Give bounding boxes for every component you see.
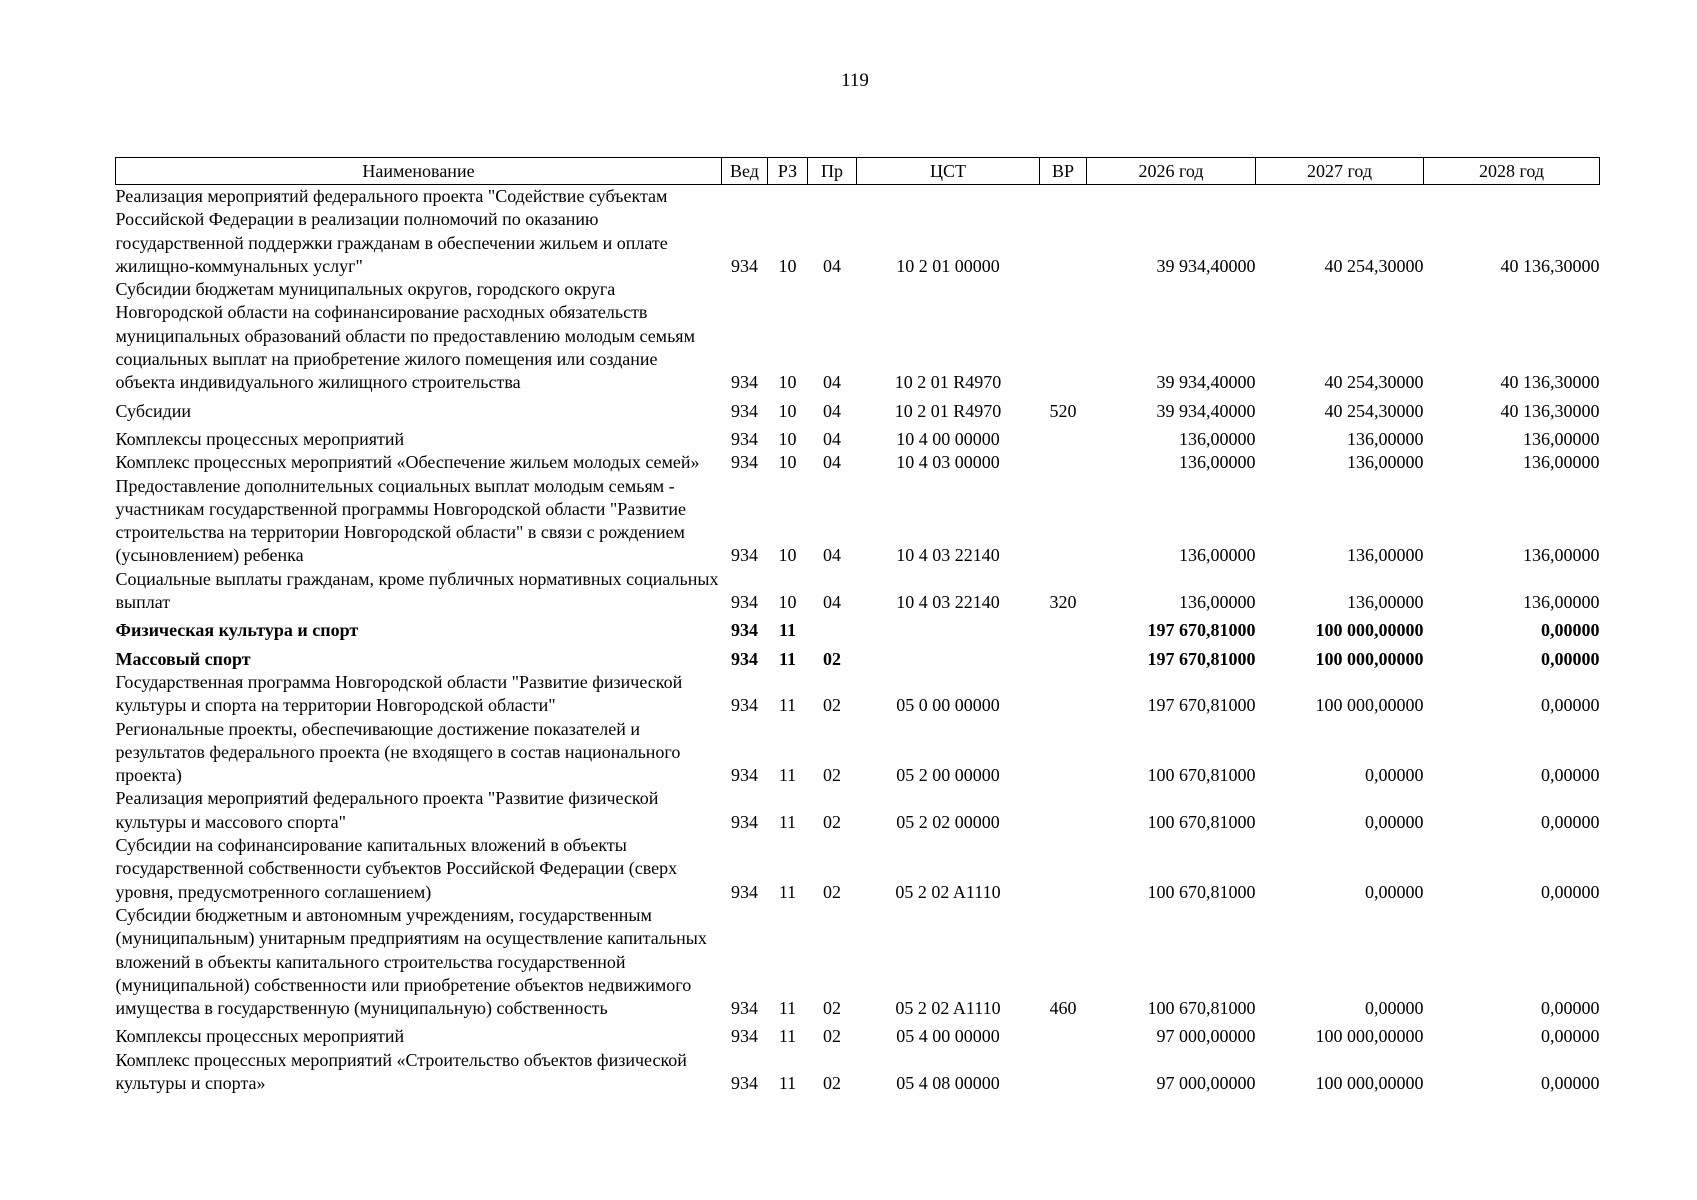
cell-2027: 100 000,00000: [1315, 1072, 1424, 1093]
cell-vr: [1040, 475, 1087, 568]
table-row: [116, 643, 1600, 671]
cell-ved: 934: [731, 765, 758, 786]
cell-2026: 39 934,40000: [1156, 400, 1256, 421]
cell-ved: 934: [731, 1026, 758, 1047]
cell-pr: 04: [823, 255, 841, 276]
cell-vr: [1040, 1049, 1087, 1096]
cell-2028: 40 136,30000: [1500, 255, 1600, 276]
cell-2027: 136,00000: [1347, 592, 1424, 613]
cell-2026: 100 670,81000: [1147, 881, 1256, 902]
cell-2026: 100 670,81000: [1147, 811, 1256, 832]
cell-ved: 934: [731, 695, 758, 716]
cell-2028: 136,00000: [1523, 592, 1600, 613]
cell-name: Региональные проекты, обеспечивающие достижение показателей и результатов федерального проекта (не входящего в состав национального проекта): [115, 718, 681, 786]
cell-2027: 136,00000: [1347, 452, 1424, 473]
cell-vr: [1040, 1020, 1087, 1048]
header-pr: Пр: [808, 158, 857, 185]
cell-2026: 136,00000: [1179, 545, 1256, 566]
cell-name: Субсидии бюджетным и автономным учреждениям, государственным (муниципальным) унитарным предприятиям на осуществление капитальных вложений в объекты капитального строительства государственной (муниципальной) собственности или приобретение объектов недвижимого имущества в государственную (муниципальную) собственность: [115, 904, 707, 1019]
cell-rz: 11: [778, 1026, 797, 1047]
cell-vr: [1040, 787, 1087, 834]
cell-pr: 02: [823, 695, 841, 716]
cell-name: Предоставление дополнительных социальных выплат молодым семьям - участникам государственной программы Новгородской области "Развитие строительства на территории Новгородской области" в связи с рождением (усыновлением) ребенка: [115, 475, 686, 566]
cell-name: Субсидии: [115, 400, 192, 421]
cell-vr: 320: [1049, 592, 1077, 613]
table-row: [116, 904, 1600, 1020]
cell-ved: 934: [731, 1072, 758, 1093]
cell-ved: 934: [731, 592, 758, 613]
cell-ved: 934: [731, 428, 758, 449]
cell-rz: 11: [778, 695, 797, 716]
cell-2026: 136,00000: [1179, 452, 1256, 473]
cell-pr: 04: [823, 545, 841, 566]
cell-2027: 40 254,30000: [1324, 372, 1424, 393]
cell-2028: 40 136,30000: [1500, 372, 1600, 393]
cell-pr: 02: [823, 811, 841, 832]
cell-ved: 934: [731, 881, 758, 902]
cell-2028: 136,00000: [1523, 545, 1600, 566]
cell-rz: 11: [778, 881, 797, 902]
cell-name: Государственная программа Новгородской области "Развитие физической культуры и спорта на территории Новгородской области": [115, 671, 683, 716]
cell-2027: 100 000,00000: [1315, 695, 1424, 716]
cell-name: Реализация мероприятий федерального проекта "Содействие субъектам Российской Федерации в реализации полномочий по оказанию государственной поддержки гражданам в обеспечении жильем и оплате жилищно-коммунальных услуг": [115, 186, 668, 276]
table-row: [116, 1049, 1600, 1096]
header-2028: 2028 год: [1424, 158, 1600, 185]
cell-name: Социальные выплаты гражданам, кроме публичных нормативных социальных выплат: [115, 568, 719, 613]
cell-2028: 0,00000: [1541, 881, 1600, 902]
cell-vr: [1040, 718, 1087, 788]
header-rz: РЗ: [768, 158, 808, 185]
table-header-row: [116, 158, 1600, 185]
cell-name: Субсидии бюджетам муниципальных округов, городского округа Новгородской области на софинансирование расходных обязательств муниципальных образований области по предоставлению молодым семьям социальных выплат на приобретение жилого помещения или создание объекта индивидуального жилищного строительства: [115, 279, 695, 393]
cell-cst: 05 2 00 00000: [896, 765, 1000, 786]
cell-name: Субсидии на софинансирование капитальных вложений в объекты государственной собственности субъектов Российской Федерации (сверх уровня, предусмотренного соглашением): [115, 835, 678, 902]
cell-2028: 0,00000: [1541, 695, 1600, 716]
cell-cst: 10 2 01 R4970: [894, 372, 1002, 393]
cell-cst: 05 0 00 00000: [896, 695, 1000, 716]
cell-pr: 04: [823, 428, 841, 449]
header-name: Наименование: [116, 158, 722, 185]
cell-cst: 05 4 08 00000: [896, 1072, 1000, 1093]
cell-vr: [1040, 614, 1087, 642]
cell-pr: 02: [823, 1026, 841, 1047]
cell-2027: 100 000,00000: [1315, 620, 1424, 641]
cell-2026: 39 934,40000: [1156, 372, 1256, 393]
cell-cst: 10 2 01 R4970: [894, 400, 1002, 421]
cell-rz: 10: [778, 452, 797, 473]
cell-rz: 10: [778, 372, 797, 393]
cell-2027: 0,00000: [1365, 881, 1424, 902]
cell-2028: 0,00000: [1541, 811, 1600, 832]
cell-ved: 934: [731, 255, 758, 276]
cell-pr: 04: [823, 452, 841, 473]
cell-2026: 97 000,00000: [1156, 1026, 1256, 1047]
table-row: [116, 614, 1600, 642]
cell-2028: 0,00000: [1541, 648, 1600, 669]
cell-pr: [808, 614, 857, 642]
table-row: [116, 834, 1600, 904]
cell-pr: 02: [823, 1072, 841, 1093]
cell-2027: 100 000,00000: [1315, 1026, 1424, 1047]
cell-rz: 11: [778, 765, 797, 786]
cell-ved: 934: [731, 452, 758, 473]
cell-ved: 934: [731, 620, 758, 641]
table-row: [116, 568, 1600, 615]
cell-2028: 0,00000: [1541, 1072, 1600, 1093]
header-2027: 2027 год: [1256, 158, 1424, 185]
cell-2028: 0,00000: [1541, 620, 1600, 641]
table-row: [116, 475, 1600, 568]
cell-rz: 11: [778, 620, 796, 641]
cell-vr: [1040, 643, 1087, 671]
cell-pr: 02: [823, 765, 841, 786]
cell-2028: 0,00000: [1541, 1026, 1600, 1047]
cell-vr: [1040, 671, 1087, 718]
cell-2026: 197 670,81000: [1147, 648, 1256, 669]
cell-2027: 40 254,30000: [1324, 255, 1424, 276]
cell-2027: 136,00000: [1347, 428, 1424, 449]
cell-pr: 04: [823, 400, 841, 421]
cell-rz: 11: [778, 1072, 797, 1093]
cell-ved: 934: [731, 400, 758, 421]
cell-vr: [1040, 451, 1087, 474]
cell-vr: 460: [1049, 998, 1077, 1019]
cell-ved: 934: [731, 648, 758, 669]
cell-ved: 934: [731, 372, 758, 393]
table-row: [116, 671, 1600, 718]
cell-pr: 04: [823, 592, 841, 613]
cell-2027: 40 254,30000: [1324, 400, 1424, 421]
cell-cst: [857, 643, 1040, 671]
cell-cst: 10 2 01 00000: [896, 255, 1000, 276]
cell-cst: 10 4 03 22140: [896, 545, 1000, 566]
cell-2027: 0,00000: [1365, 811, 1424, 832]
cell-2028: 136,00000: [1523, 428, 1600, 449]
cell-cst: 10 4 03 22140: [896, 592, 1000, 613]
table-row: [116, 1020, 1600, 1048]
header-cst: ЦСТ: [857, 158, 1040, 185]
header-ved: Вед: [722, 158, 768, 185]
cell-2026: 39 934,40000: [1156, 255, 1256, 276]
cell-cst: 10 4 00 00000: [896, 428, 1000, 449]
cell-name: Массовый спорт: [115, 648, 251, 669]
header-vr: ВР: [1040, 158, 1087, 185]
cell-vr: [1040, 185, 1087, 279]
cell-name: Комплексы процессных мероприятий: [115, 428, 405, 449]
cell-pr: 02: [823, 998, 841, 1019]
cell-name: Физическая культура и спорт: [115, 620, 359, 641]
cell-name: Комплекс процессных мероприятий «Строительство объектов физической культуры и спорта»: [115, 1049, 687, 1093]
cell-rz: 10: [778, 545, 797, 566]
table-body: [116, 185, 1600, 1096]
cell-rz: 10: [778, 400, 797, 421]
cell-rz: 10: [778, 592, 797, 613]
cell-2028: 136,00000: [1523, 452, 1600, 473]
cell-vr: 520: [1049, 400, 1077, 421]
cell-name: Реализация мероприятий федерального проекта "Развитие физической культуры и массового спорта": [115, 788, 659, 832]
cell-ved: 934: [731, 545, 758, 566]
cell-rz: 10: [778, 428, 797, 449]
table-row: [116, 395, 1600, 423]
cell-2026: 197 670,81000: [1147, 695, 1256, 716]
cell-cst: 05 4 00 00000: [896, 1026, 1000, 1047]
cell-vr: [1040, 423, 1087, 451]
cell-2028: 40 136,30000: [1500, 400, 1600, 421]
cell-2027: 100 000,00000: [1315, 648, 1424, 669]
cell-2028: 0,00000: [1541, 998, 1600, 1019]
cell-pr: 02: [823, 648, 841, 669]
cell-2026: 136,00000: [1179, 428, 1256, 449]
cell-rz: 10: [778, 255, 797, 276]
table-row: [116, 423, 1600, 451]
cell-cst: 05 2 02 00000: [896, 811, 1000, 832]
cell-cst: 05 2 02 A1110: [895, 998, 1001, 1019]
cell-pr: 02: [823, 881, 841, 902]
cell-name: Комплекс процессных мероприятий «Обеспечение жильем молодых семей»: [115, 452, 700, 473]
cell-ved: 934: [731, 998, 758, 1019]
cell-vr: [1040, 834, 1087, 904]
cell-2028: 0,00000: [1541, 765, 1600, 786]
cell-pr: 04: [823, 372, 841, 393]
page-number: 119: [841, 70, 869, 91]
table-row: [116, 451, 1600, 474]
cell-cst: 10 4 03 00000: [896, 452, 1000, 473]
cell-2026: 100 670,81000: [1147, 765, 1256, 786]
cell-2027: 136,00000: [1347, 545, 1424, 566]
budget-table: [115, 157, 1600, 1095]
cell-2027: 0,00000: [1365, 998, 1424, 1019]
table-row: [116, 185, 1600, 279]
cell-2026: 136,00000: [1179, 592, 1256, 613]
cell-rz: 11: [778, 648, 796, 669]
cell-cst: [857, 614, 1040, 642]
table-row: [116, 278, 1600, 394]
cell-2027: 0,00000: [1365, 765, 1424, 786]
cell-2026: 100 670,81000: [1147, 998, 1256, 1019]
cell-rz: 11: [778, 998, 797, 1019]
cell-cst: 05 2 02 A1110: [895, 881, 1001, 902]
cell-name: Комплексы процессных мероприятий: [115, 1026, 405, 1047]
table-row: [116, 787, 1600, 834]
header-2026: 2026 год: [1087, 158, 1256, 185]
cell-ved: 934: [731, 811, 758, 832]
cell-vr: [1040, 278, 1087, 394]
table-row: [116, 718, 1600, 788]
cell-2026: 97 000,00000: [1156, 1072, 1256, 1093]
cell-rz: 11: [778, 811, 797, 832]
cell-2026: 197 670,81000: [1147, 620, 1256, 641]
